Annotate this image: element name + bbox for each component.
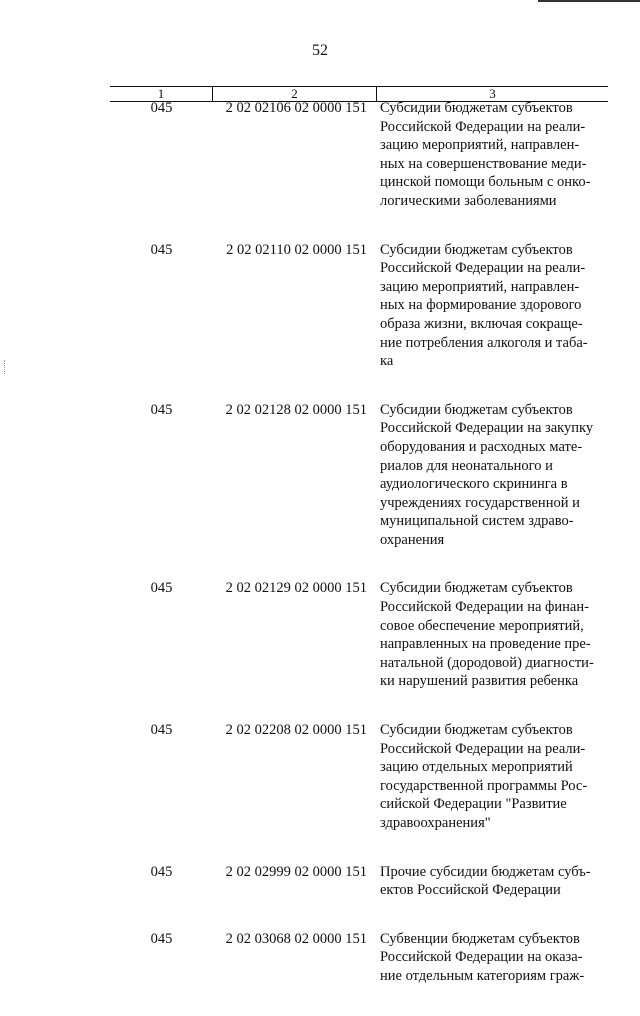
budget-code-cell: 2 02 02106 02 0000 151 (225, 100, 367, 116)
budget-code-cell: 2 02 02999 02 0000 151 (225, 863, 367, 880)
table-row (110, 930, 608, 986)
description-line: Российской Федерации на оказа- (380, 949, 583, 966)
admin-code-cell: 045 (150, 863, 173, 880)
column-header-3: 3 (489, 86, 496, 101)
description-line: муниципальной систем здраво- (380, 513, 574, 530)
description-line: ных на совершенствование меди- (380, 155, 587, 172)
description-line: Российской Федерации на реали- (380, 118, 586, 135)
description-line: охранения (380, 531, 445, 548)
description-line: цинской помощи больным с онко- (380, 174, 591, 191)
description-line: Российской Федерации на реали- (380, 260, 586, 277)
admin-code-cell: 045 (150, 100, 173, 116)
table-row (110, 241, 608, 371)
budget-code-cell: 2 02 02110 02 0000 151 (226, 241, 367, 258)
admin-code-cell: 045 (150, 930, 173, 947)
description-line: ных на формирование здорового (380, 297, 582, 314)
description-cell (377, 863, 608, 900)
description-cell (377, 930, 608, 986)
margin-mark (4, 360, 6, 374)
description-line: ние потребления алкоголя и таба- (380, 334, 588, 351)
description-line: Субсидии бюджетам субъектов (380, 241, 573, 258)
admin-code-cell: 045 (150, 401, 173, 418)
description-line: ки нарушений развития ребенка (380, 673, 579, 690)
table-row (110, 721, 608, 833)
budget-code-cell: 2 02 02208 02 0000 151 (225, 722, 367, 739)
description-cell (377, 721, 608, 833)
description-cell (377, 99, 608, 211)
description-cell (377, 241, 608, 371)
budget-code-cell: 2 02 02128 02 0000 151 (225, 401, 367, 418)
admin-code-cell: 045 (150, 241, 173, 258)
description-line: учреждениях государственной и (380, 494, 580, 511)
description-cell (377, 579, 608, 691)
description-line: Субсидии бюджетам субъектов (380, 100, 573, 116)
column-header-1: 1 (110, 87, 213, 101)
description-line: Российской Федерации на закупку (380, 420, 594, 437)
description-cell (377, 401, 608, 550)
description-line: здравоохранения" (380, 815, 491, 831)
description-line: сийской Федерации "Развитие (380, 796, 567, 813)
description-line: натальной (дородовой) диагности- (380, 654, 594, 671)
admin-code-cell: 045 (150, 722, 173, 739)
description-line: риалов для неонатального и (380, 457, 553, 474)
description-line: зацию отдельных мероприятий (380, 759, 573, 776)
table-row (110, 579, 608, 691)
admin-code-cell: 045 (150, 580, 173, 597)
table-row (110, 99, 608, 211)
description-line: Российской Федерации на реали- (380, 740, 586, 757)
description-line: Субсидии бюджетам субъектов (380, 580, 573, 597)
description-line: зацию мероприятий, направлен- (380, 137, 580, 154)
top-corner-rule (538, 0, 640, 2)
description-line: оборудования и расходных мате- (380, 438, 583, 455)
table-row (110, 863, 608, 900)
budget-code-cell: 2 02 03068 02 0000 151 (225, 930, 367, 947)
table-body (110, 99, 608, 1016)
description-line: ектов Российской Федерации (380, 882, 561, 899)
description-line: Прочие субсидии бюджетам субъ- (380, 863, 591, 880)
description-line: направленных на проведение пре- (380, 636, 591, 653)
description-line: логическими заболеваниями (380, 192, 557, 209)
description-line: Субсидии бюджетам субъектов (380, 722, 573, 739)
table-row (110, 401, 608, 550)
description-line: зацию мероприятий, направлен- (380, 278, 580, 295)
description-line: Российской Федерации на финан- (380, 599, 589, 616)
description-line: ка (380, 353, 394, 370)
page-number: 52 (312, 42, 328, 59)
column-header-2: 2 (213, 87, 377, 101)
description-line: государственной программы Рос- (380, 777, 588, 794)
description-line: Субсидии бюджетам субъектов (380, 401, 573, 418)
description-line: Субвенции бюджетам субъектов (380, 930, 580, 947)
budget-code-cell: 2 02 02129 02 0000 151 (225, 580, 367, 597)
description-line: ние отдельным категориям граж- (380, 967, 585, 984)
description-line: образа жизни, включая сокраще- (380, 315, 583, 332)
description-line: совое обеспечение мероприятий, (380, 617, 584, 634)
description-line: аудиологического скрининга в (380, 476, 568, 493)
